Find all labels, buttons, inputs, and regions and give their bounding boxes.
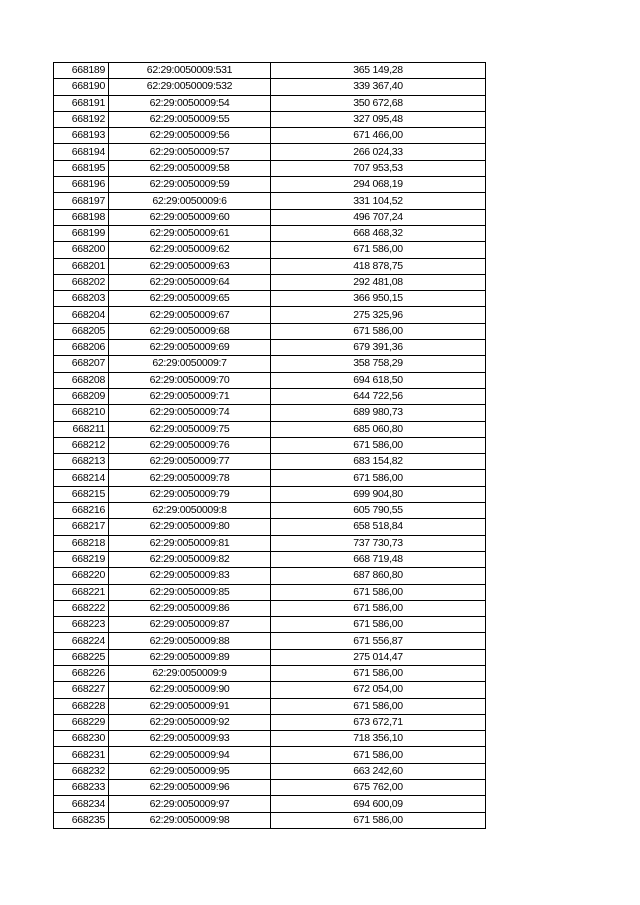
cadastral-value-cell: 365 149,28 (271, 63, 486, 79)
record-id-cell: 668193 (54, 128, 109, 144)
table-row (54, 340, 486, 356)
cadastral-number-cell: 62:29:0050009:61 (109, 225, 271, 241)
cadastral-number-cell: 62:29:0050009:71 (109, 388, 271, 404)
record-id-cell: 668212 (54, 437, 109, 453)
record-id-cell: 668233 (54, 780, 109, 796)
record-id-cell: 668204 (54, 307, 109, 323)
table-row (54, 225, 486, 241)
cadastral-value-cell: 671 586,00 (271, 437, 486, 453)
cadastral-number-cell: 62:29:0050009:79 (109, 486, 271, 502)
record-id-cell: 668194 (54, 144, 109, 160)
table-row (54, 258, 486, 274)
cadastral-value-cell: 418 878,75 (271, 258, 486, 274)
cadastral-number-cell: 62:29:0050009:59 (109, 177, 271, 193)
cadastral-number-cell: 62:29:0050009:76 (109, 437, 271, 453)
table-row (54, 714, 486, 730)
table-row (54, 682, 486, 698)
record-id-cell: 668232 (54, 763, 109, 779)
cadastral-number-cell: 62:29:0050009:6 (109, 193, 271, 209)
cadastral-number-cell: 62:29:0050009:55 (109, 111, 271, 127)
cadastral-number-cell: 62:29:0050009:9 (109, 665, 271, 681)
record-id-cell: 668189 (54, 63, 109, 79)
cadastral-value-cell: 366 950,15 (271, 291, 486, 307)
record-id-cell: 668230 (54, 731, 109, 747)
cadastral-value-cell: 689 980,73 (271, 405, 486, 421)
record-id-cell: 668219 (54, 551, 109, 567)
cadastral-value-cell: 275 325,96 (271, 307, 486, 323)
table-row (54, 356, 486, 372)
cadastral-value-cell: 679 391,36 (271, 340, 486, 356)
table-body (54, 63, 486, 829)
cadastral-number-cell: 62:29:0050009:65 (109, 291, 271, 307)
table-row (54, 747, 486, 763)
record-id-cell: 668192 (54, 111, 109, 127)
cadastral-value-cell: 687 860,80 (271, 568, 486, 584)
record-id-cell: 668199 (54, 225, 109, 241)
table-row (54, 437, 486, 453)
table-row (54, 617, 486, 633)
cadastral-value-cell: 327 095,48 (271, 111, 486, 127)
cadastral-number-cell: 62:29:0050009:92 (109, 714, 271, 730)
record-id-cell: 668209 (54, 388, 109, 404)
table-row (54, 600, 486, 616)
cadastral-value-cell: 292 481,08 (271, 274, 486, 290)
cadastral-number-cell: 62:29:0050009:78 (109, 470, 271, 486)
table-row (54, 568, 486, 584)
record-id-cell: 668198 (54, 209, 109, 225)
cadastral-value-cell: 668 719,48 (271, 551, 486, 567)
record-id-cell: 668225 (54, 649, 109, 665)
record-id-cell: 668215 (54, 486, 109, 502)
table-row (54, 503, 486, 519)
cadastral-number-cell: 62:29:0050009:63 (109, 258, 271, 274)
cadastral-value-cell: 671 586,00 (271, 242, 486, 258)
table-row (54, 812, 486, 828)
cadastral-number-cell: 62:29:0050009:88 (109, 633, 271, 649)
table-row (54, 144, 486, 160)
cadastral-number-cell: 62:29:0050009:532 (109, 79, 271, 95)
record-id-cell: 668214 (54, 470, 109, 486)
cadastral-number-cell: 62:29:0050009:82 (109, 551, 271, 567)
table-row (54, 63, 486, 79)
cadastral-number-cell: 62:29:0050009:96 (109, 780, 271, 796)
cadastral-value-cell: 671 586,00 (271, 747, 486, 763)
cadastral-value-cell: 685 060,80 (271, 421, 486, 437)
table-row (54, 519, 486, 535)
cadastral-value-cell: 699 904,80 (271, 486, 486, 502)
record-id-cell: 668231 (54, 747, 109, 763)
record-id-cell: 668200 (54, 242, 109, 258)
cadastral-value-cell: 707 953,53 (271, 160, 486, 176)
record-id-cell: 668235 (54, 812, 109, 828)
cadastral-number-cell: 62:29:0050009:94 (109, 747, 271, 763)
table-row (54, 274, 486, 290)
cadastral-value-cell: 671 556,87 (271, 633, 486, 649)
table-row (54, 421, 486, 437)
table-row (54, 698, 486, 714)
record-id-cell: 668224 (54, 633, 109, 649)
cadastral-number-cell: 62:29:0050009:86 (109, 600, 271, 616)
table-row (54, 128, 486, 144)
table-row (54, 209, 486, 225)
table-row (54, 763, 486, 779)
cadastral-value-cell: 673 672,71 (271, 714, 486, 730)
table-row (54, 551, 486, 567)
cadastral-number-cell: 62:29:0050009:67 (109, 307, 271, 323)
table-row (54, 405, 486, 421)
cadastral-number-cell: 62:29:0050009:64 (109, 274, 271, 290)
record-id-cell: 668196 (54, 177, 109, 193)
cadastral-number-cell: 62:29:0050009:68 (109, 323, 271, 339)
cadastral-number-cell: 62:29:0050009:87 (109, 617, 271, 633)
cadastral-value-cell: 671 586,00 (271, 470, 486, 486)
record-id-cell: 668226 (54, 665, 109, 681)
table-row (54, 780, 486, 796)
table-row (54, 731, 486, 747)
cadastral-value-cell: 644 722,56 (271, 388, 486, 404)
cadastral-value-cell: 671 586,00 (271, 665, 486, 681)
cadastral-number-cell: 62:29:0050009:83 (109, 568, 271, 584)
record-id-cell: 668229 (54, 714, 109, 730)
table-row (54, 454, 486, 470)
cadastral-number-cell: 62:29:0050009:69 (109, 340, 271, 356)
cadastral-value-cell: 658 518,84 (271, 519, 486, 535)
table-row (54, 160, 486, 176)
table-row (54, 79, 486, 95)
record-id-cell: 668210 (54, 405, 109, 421)
table-row (54, 535, 486, 551)
table-row (54, 584, 486, 600)
cadastral-number-cell: 62:29:0050009:98 (109, 812, 271, 828)
cadastral-value-cell: 358 758,29 (271, 356, 486, 372)
cadastral-value-cell: 671 586,00 (271, 600, 486, 616)
table-row (54, 242, 486, 258)
record-id-cell: 668213 (54, 454, 109, 470)
cadastral-number-cell: 62:29:0050009:8 (109, 503, 271, 519)
cadastral-number-cell: 62:29:0050009:57 (109, 144, 271, 160)
table-row (54, 193, 486, 209)
cadastral-value-cell: 275 014,47 (271, 649, 486, 665)
cadastral-number-cell: 62:29:0050009:89 (109, 649, 271, 665)
cadastral-number-cell: 62:29:0050009:74 (109, 405, 271, 421)
record-id-cell: 668201 (54, 258, 109, 274)
record-id-cell: 668216 (54, 503, 109, 519)
table-row (54, 486, 486, 502)
cadastral-value-cell: 350 672,68 (271, 95, 486, 111)
cadastral-number-cell: 62:29:0050009:81 (109, 535, 271, 551)
cadastral-value-cell: 675 762,00 (271, 780, 486, 796)
cadastral-number-cell: 62:29:0050009:95 (109, 763, 271, 779)
table-row (54, 95, 486, 111)
cadastral-number-cell: 62:29:0050009:90 (109, 682, 271, 698)
table-row (54, 291, 486, 307)
record-id-cell: 668217 (54, 519, 109, 535)
cadastral-value-cell: 331 104,52 (271, 193, 486, 209)
record-id-cell: 668228 (54, 698, 109, 714)
cadastral-number-cell: 62:29:0050009:7 (109, 356, 271, 372)
record-id-cell: 668197 (54, 193, 109, 209)
cadastral-number-cell: 62:29:0050009:97 (109, 796, 271, 812)
cadastral-number-cell: 62:29:0050009:93 (109, 731, 271, 747)
cadastral-value-cell: 694 600,09 (271, 796, 486, 812)
table-row (54, 796, 486, 812)
cadastral-value-cell: 694 618,50 (271, 372, 486, 388)
cadastral-value-cell: 671 586,00 (271, 617, 486, 633)
record-id-cell: 668190 (54, 79, 109, 95)
record-id-cell: 668234 (54, 796, 109, 812)
cadastral-value-cell: 671 586,00 (271, 812, 486, 828)
record-id-cell: 668208 (54, 372, 109, 388)
cadastral-number-cell: 62:29:0050009:58 (109, 160, 271, 176)
cadastral-value-cell: 671 466,00 (271, 128, 486, 144)
cadastral-value-cell: 668 468,32 (271, 225, 486, 241)
cadastral-value-cell: 683 154,82 (271, 454, 486, 470)
cadastral-number-cell: 62:29:0050009:56 (109, 128, 271, 144)
cadastral-value-cell: 671 586,00 (271, 584, 486, 600)
cadastral-number-cell: 62:29:0050009:54 (109, 95, 271, 111)
table-row (54, 470, 486, 486)
table-row (54, 372, 486, 388)
record-id-cell: 668191 (54, 95, 109, 111)
record-id-cell: 668202 (54, 274, 109, 290)
cadastral-value-table (53, 62, 486, 829)
cadastral-value-cell: 718 356,10 (271, 731, 486, 747)
record-id-cell: 668218 (54, 535, 109, 551)
cadastral-number-cell: 62:29:0050009:80 (109, 519, 271, 535)
table-row (54, 307, 486, 323)
record-id-cell: 668203 (54, 291, 109, 307)
table-row (54, 323, 486, 339)
record-id-cell: 668222 (54, 600, 109, 616)
cadastral-value-cell: 266 024,33 (271, 144, 486, 160)
cadastral-number-cell: 62:29:0050009:77 (109, 454, 271, 470)
table-row (54, 665, 486, 681)
cadastral-number-cell: 62:29:0050009:75 (109, 421, 271, 437)
record-id-cell: 668220 (54, 568, 109, 584)
table-row (54, 633, 486, 649)
record-id-cell: 668227 (54, 682, 109, 698)
cadastral-value-cell: 339 367,40 (271, 79, 486, 95)
cadastral-number-cell: 62:29:0050009:531 (109, 63, 271, 79)
cadastral-value-cell: 294 068,19 (271, 177, 486, 193)
cadastral-number-cell: 62:29:0050009:70 (109, 372, 271, 388)
cadastral-number-cell: 62:29:0050009:62 (109, 242, 271, 258)
cadastral-value-cell: 737 730,73 (271, 535, 486, 551)
cadastral-value-cell: 663 242,60 (271, 763, 486, 779)
cadastral-number-cell: 62:29:0050009:85 (109, 584, 271, 600)
cadastral-number-cell: 62:29:0050009:91 (109, 698, 271, 714)
table-row (54, 649, 486, 665)
table-row (54, 177, 486, 193)
cadastral-value-cell: 671 586,00 (271, 698, 486, 714)
record-id-cell: 668221 (54, 584, 109, 600)
record-id-cell: 668211 (54, 421, 109, 437)
record-id-cell: 668195 (54, 160, 109, 176)
cadastral-number-cell: 62:29:0050009:60 (109, 209, 271, 225)
cadastral-value-cell: 671 586,00 (271, 323, 486, 339)
record-id-cell: 668207 (54, 356, 109, 372)
cadastral-value-cell: 672 054,00 (271, 682, 486, 698)
cadastral-value-cell: 496 707,24 (271, 209, 486, 225)
table-row (54, 111, 486, 127)
cadastral-value-cell: 605 790,55 (271, 503, 486, 519)
table-row (54, 388, 486, 404)
record-id-cell: 668205 (54, 323, 109, 339)
record-id-cell: 668223 (54, 617, 109, 633)
record-id-cell: 668206 (54, 340, 109, 356)
